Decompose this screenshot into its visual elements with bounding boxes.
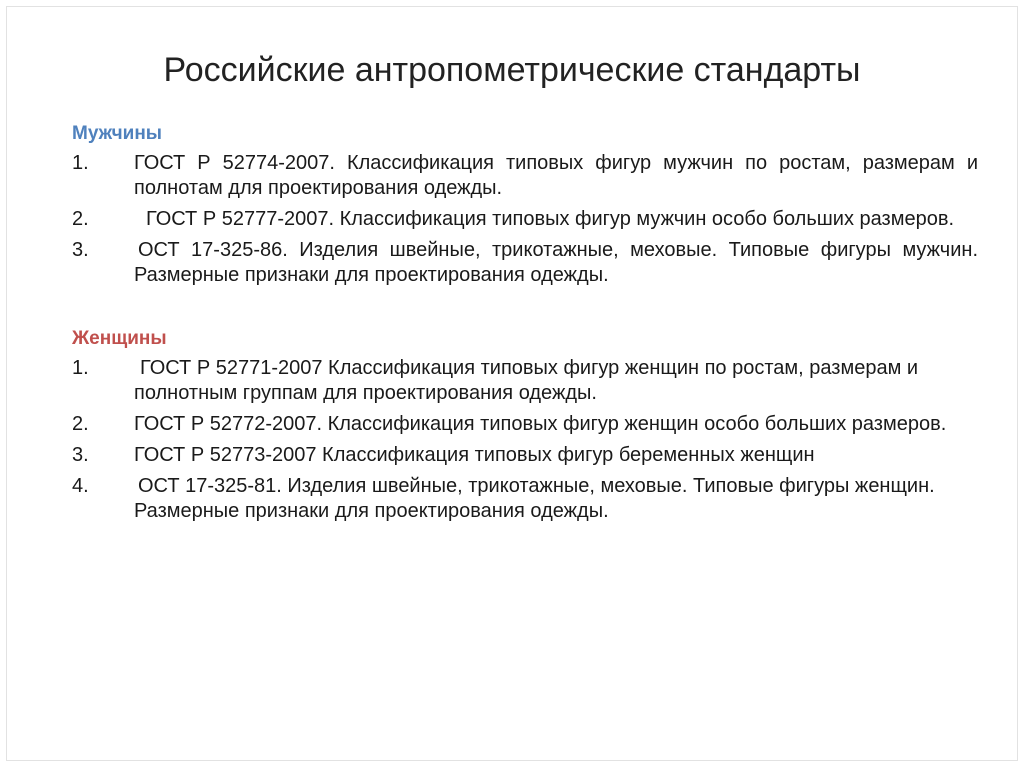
list-item-text: ГОСТ Р 52771-2007 Классификация типовых фигур женщин по ростам, размерам и полнотным группам для проектирования одежды. bbox=[134, 357, 919, 404]
list-number: 3. bbox=[72, 239, 89, 261]
list-item-text: ГОСТ Р 52774-2007. Классификация типовых фигур мужчин по ростам, размерам и полнотам для проектирования одежды. bbox=[134, 152, 978, 199]
list-item-text: ГОСТ Р 52772-2007. Классификация типовых фигур женщин особо больших размеров. bbox=[134, 413, 947, 435]
list-number: 2. bbox=[72, 413, 89, 435]
list-number: 3. bbox=[72, 444, 89, 466]
men-list bbox=[72, 151, 978, 288]
list-item-text: ГОСТ Р 52773-2007 Классификация типовых фигур беременных женщин bbox=[134, 444, 815, 466]
women-section bbox=[72, 326, 978, 524]
list-item-text: ОСТ 17-325-86. Изделия швейные, трикотажные, меховые. Типовые фигуры мужчин. Размерные признаки для проектирования одежды. bbox=[134, 239, 978, 286]
women-list-item-1 bbox=[72, 356, 978, 406]
men-list-item-1 bbox=[72, 151, 978, 201]
men-heading: Мужчины bbox=[72, 123, 163, 144]
women-list-item-4 bbox=[72, 474, 978, 524]
list-item-text: ГОСТ Р 52777-2007. Классификация типовых фигур мужчин особо больших размеров. bbox=[146, 208, 955, 230]
women-heading: Женщины bbox=[72, 328, 167, 349]
women-list-item-2 bbox=[72, 412, 978, 437]
men-section bbox=[72, 121, 978, 288]
list-number: 1. bbox=[72, 357, 89, 379]
list-number: 1. bbox=[72, 152, 89, 174]
men-list-item-3 bbox=[72, 238, 978, 288]
list-number: 2. bbox=[72, 208, 89, 230]
list-item-text: ОСТ 17-325-81. Изделия швейные, трикотажные, меховые. Типовые фигуры женщин. Размерные признаки для проектирования одежды. bbox=[134, 475, 935, 522]
men-list-item-2 bbox=[72, 207, 978, 232]
women-list bbox=[72, 356, 978, 524]
list-number: 4. bbox=[72, 475, 89, 497]
slide-title: Российские антропометрические стандарты bbox=[163, 51, 861, 89]
slide-content bbox=[72, 121, 978, 530]
women-list-item-3 bbox=[72, 443, 978, 468]
